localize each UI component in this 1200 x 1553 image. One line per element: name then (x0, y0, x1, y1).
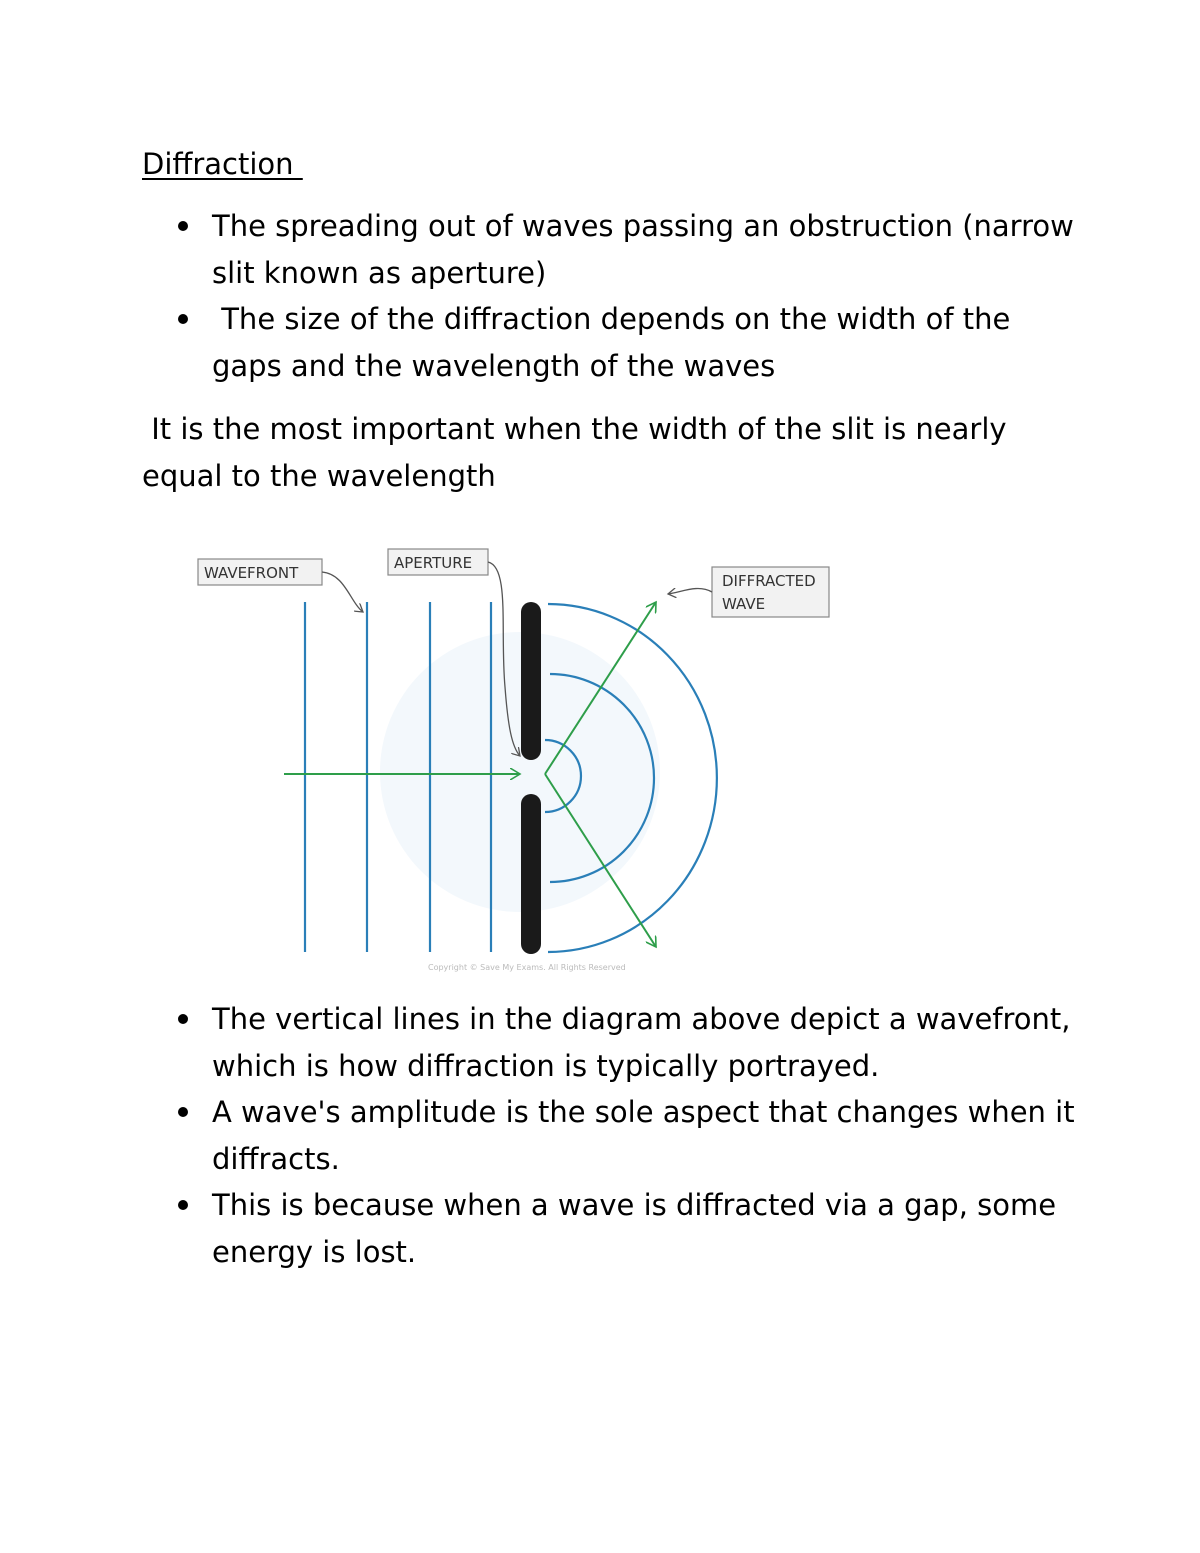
diffraction-diagram-svg (160, 512, 866, 974)
diffraction-diagram (160, 512, 866, 974)
bullet-item: This is because when a wave is diffracted via a gap, some energy is lost. (142, 1182, 1082, 1275)
wavefront-label (198, 559, 363, 612)
copyright-text: Copyright © Save My Exams. All Rights Reserved (428, 963, 626, 972)
paragraph-slit-width: It is the most important when the width of the slit is nearly equal to the wavelength (142, 412, 1016, 493)
watermark-logo (380, 632, 660, 912)
aperture-label-text: APERTURE (394, 554, 473, 572)
diffracted-wave-label (668, 567, 829, 617)
bullet-item: The spreading out of waves passing an obstruction (narrow slit known as aperture) (142, 203, 1082, 296)
bullet-list-notes (142, 996, 1082, 1275)
wavefront-label-text: WAVEFRONT (204, 564, 299, 582)
page-title: Diffraction (142, 147, 303, 181)
bullet-item: The vertical lines in the diagram above depict a wavefront, which is how diffraction is typically portrayed. (142, 996, 1082, 1089)
diffracted-label-line2: WAVE (722, 595, 766, 613)
diffracted-label-line1: DIFFRACTED (722, 572, 816, 590)
barrier-bottom (521, 794, 541, 954)
bullet-item: A wave's amplitude is the sole aspect that changes when it diffracts. (142, 1089, 1082, 1182)
barrier-top (521, 602, 541, 760)
bullet-list-definition (142, 203, 1082, 389)
diffracted-pointer (668, 589, 712, 594)
wavefront-pointer (322, 572, 363, 612)
bullet-item: The size of the diffraction depends on the width of the gaps and the wavelength of the waves (142, 296, 1082, 389)
